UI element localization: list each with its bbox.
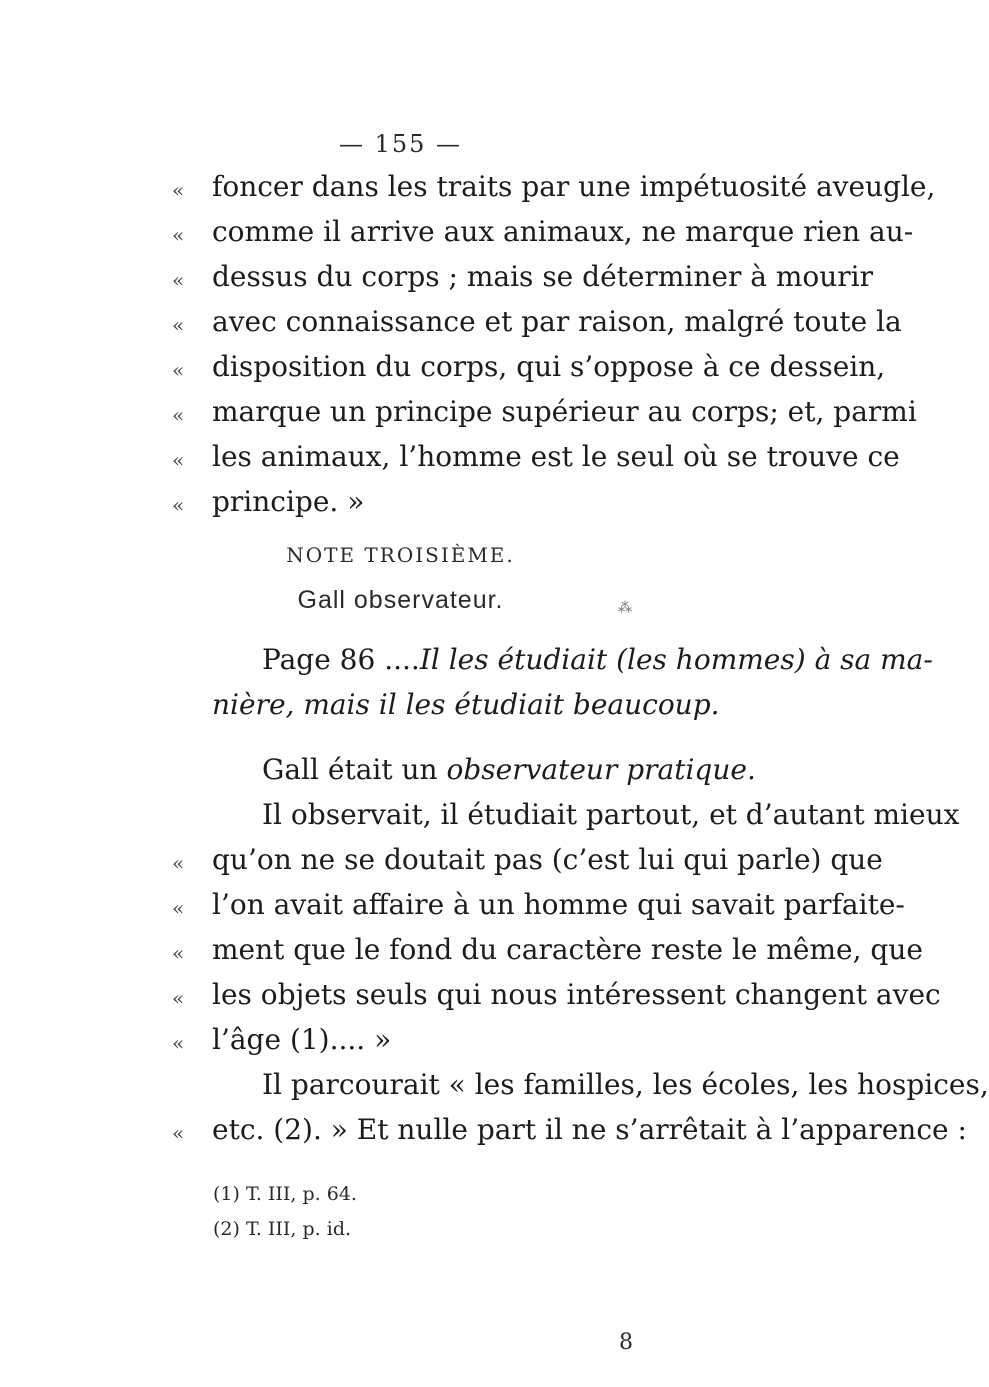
quote-mark: «	[172, 448, 185, 472]
quote-mark: «	[172, 896, 185, 920]
quote-mark: «	[172, 941, 185, 965]
quote-mark: «	[172, 851, 185, 875]
ref-italic-1: Il les étudiait	[419, 643, 608, 676]
signature-mark: 8	[619, 1330, 633, 1355]
quote-mark: «	[172, 358, 185, 382]
quote-mark: «	[172, 403, 185, 427]
ref-italic-2: à sa ma-	[814, 643, 933, 676]
text-line: les animaux, l’homme est le seul où se trouve ce	[212, 440, 900, 473]
paragraph-gall	[262, 753, 756, 786]
text-line: marque un principe supérieur au corps; et, parmi	[212, 395, 917, 428]
text-line: l’on avait affaire à un homme qui savait parfaite-	[212, 888, 905, 921]
quote-mark: «	[172, 1121, 185, 1145]
paragraph-observait: Il observait, il étudiait partout, et d’autant mieux	[262, 798, 960, 831]
ornament-mark: ⁂	[618, 600, 632, 616]
footnote-1: (1) T. III, p. 64.	[213, 1183, 357, 1205]
text-line: foncer dans les traits par une impétuosité aveugle,	[212, 170, 936, 203]
text-line: ment que le fond du caractère reste le même, que	[212, 933, 923, 966]
gall-italic: observateur pratique.	[446, 753, 756, 786]
quote-mark: «	[172, 223, 185, 247]
ref-page: Page 86 ....	[262, 643, 420, 676]
quote-mark: «	[172, 493, 185, 517]
quote-mark: «	[172, 1031, 185, 1055]
text-line: qu’on ne se doutait pas (c’est lui qui parle) que	[212, 843, 883, 876]
text-line: les objets seuls qui nous intéressent changent avec	[212, 978, 941, 1011]
text-line: avec connaissance et par raison, malgré toute la	[212, 305, 902, 338]
text-line: l’âge (1).... »	[212, 1023, 392, 1056]
quote-mark: «	[172, 178, 185, 202]
reference-line-2: nière, mais il les étudiait beaucoup.	[212, 688, 720, 721]
quote-mark: «	[172, 986, 185, 1010]
section-title: NOTE TROISIÈME.	[286, 543, 515, 567]
reference-line	[262, 643, 933, 676]
text-line: comme il arrive aux animaux, ne marque rien au-	[212, 215, 914, 248]
quote-mark: «	[172, 268, 185, 292]
text-line: principe. »	[212, 485, 365, 518]
footnote-2: (2) T. III, p. id.	[213, 1218, 352, 1240]
ref-paren: (les hommes)	[616, 643, 806, 676]
text-line: disposition du corps, qui s’oppose à ce dessein,	[212, 350, 886, 383]
text-line: dessus du corps ; mais se déterminer à mourir	[212, 260, 874, 293]
text-line-etc: etc. (2). » Et nulle part il ne s’arrêtait à l’apparence :	[212, 1113, 967, 1146]
quote-mark: «	[172, 313, 185, 337]
section-subtitle: Gall observateur.	[297, 586, 504, 614]
gall-text: Gall était un	[262, 753, 447, 786]
paragraph-parcourait: Il parcourait « les familles, les écoles, les hospices,	[262, 1068, 989, 1101]
page-number: — 155 —	[338, 130, 463, 158]
